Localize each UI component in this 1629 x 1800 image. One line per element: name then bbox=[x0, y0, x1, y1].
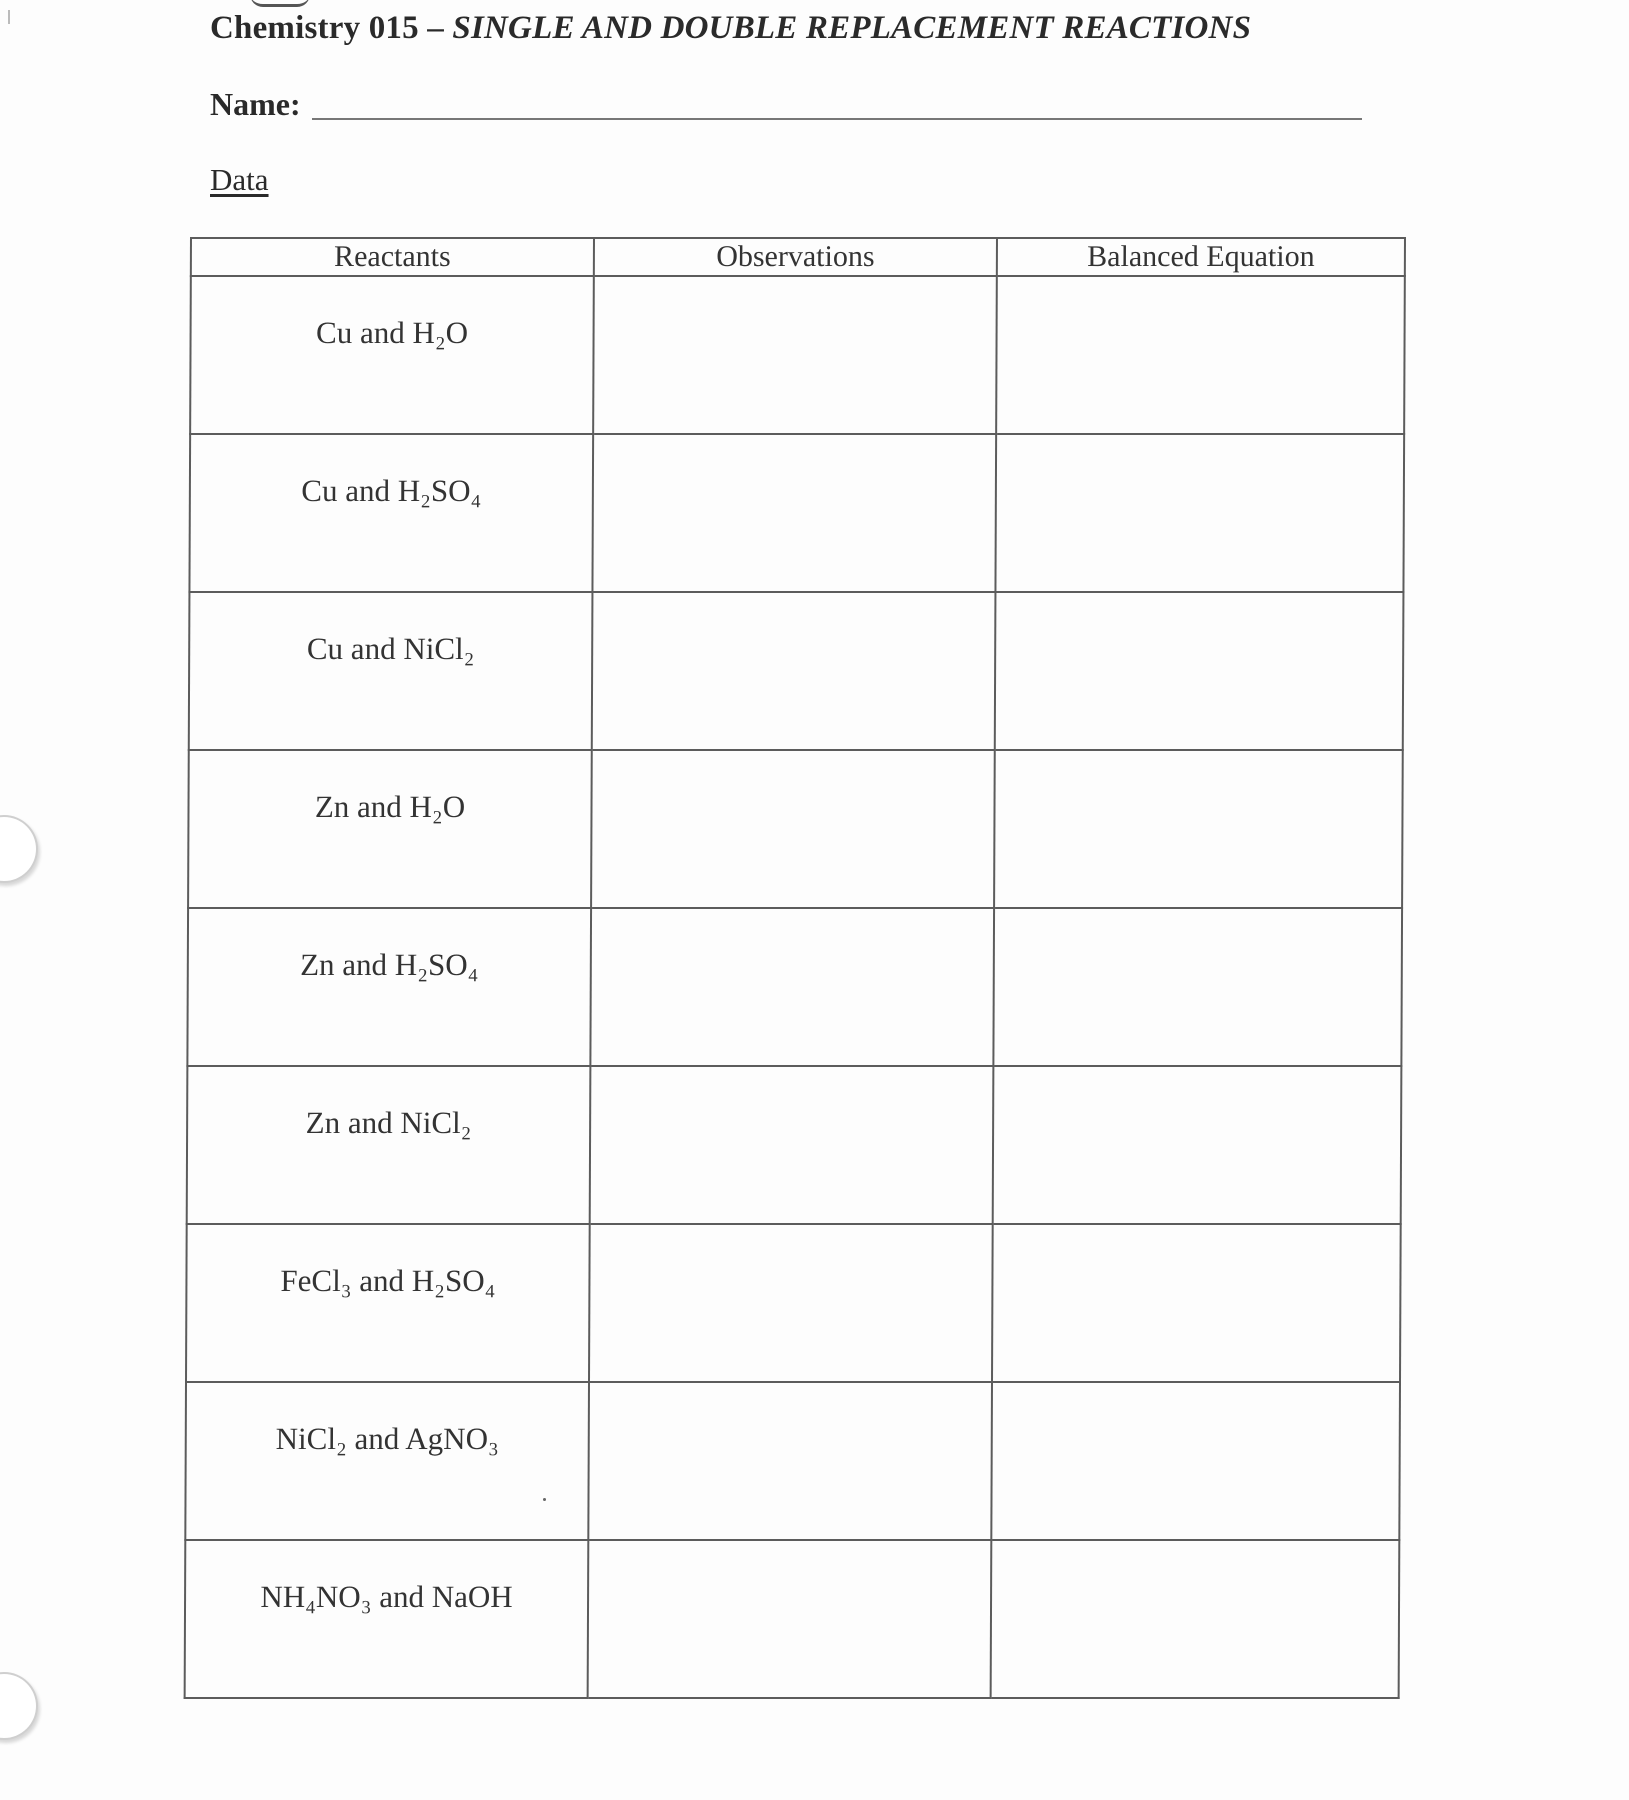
reactants-text: NiCl₂ and AgNO₃ bbox=[275, 1421, 499, 1456]
table-row bbox=[189, 434, 1404, 592]
reactants-cell bbox=[190, 276, 594, 434]
scan-mark bbox=[8, 10, 10, 24]
reactants-text: Cu and H₂O bbox=[315, 315, 469, 350]
name-field[interactable] bbox=[312, 118, 1362, 120]
balanced-equation-cell[interactable] bbox=[996, 276, 1405, 434]
reactants-text: Zn and NiCl₂ bbox=[305, 1105, 472, 1140]
column-header-balanced-equation: Balanced Equation bbox=[997, 238, 1405, 276]
column-header-reactants: Reactants bbox=[191, 238, 594, 276]
observations-cell[interactable] bbox=[591, 750, 995, 908]
column-header-observations: Observations bbox=[594, 238, 997, 276]
table-row bbox=[188, 750, 1403, 908]
observations-cell[interactable] bbox=[593, 276, 997, 434]
observations-cell[interactable] bbox=[588, 1382, 992, 1540]
observations-cell[interactable] bbox=[588, 1540, 992, 1698]
scan-smudge bbox=[250, 0, 310, 7]
page-title bbox=[210, 10, 1251, 47]
binder-hole-icon bbox=[0, 815, 38, 883]
observations-cell[interactable] bbox=[592, 434, 996, 592]
observations-cell[interactable] bbox=[590, 908, 994, 1066]
table-row bbox=[185, 1540, 1400, 1698]
reactants-cell bbox=[188, 750, 592, 908]
scan-speck bbox=[543, 1498, 546, 1501]
reactants-cell bbox=[187, 908, 591, 1066]
balanced-equation-cell[interactable] bbox=[993, 1066, 1402, 1224]
balanced-equation-cell[interactable] bbox=[991, 1382, 1400, 1540]
table-row bbox=[187, 908, 1402, 1066]
reactants-text: FeCl₃ and H₂SO₄ bbox=[280, 1263, 496, 1298]
reactants-cell bbox=[186, 1224, 590, 1382]
reactants-text: Cu and NiCl₂ bbox=[306, 631, 475, 666]
table-row bbox=[189, 592, 1404, 750]
reactants-text: NH₄NO₃ and NaOH bbox=[260, 1579, 513, 1614]
balanced-equation-cell[interactable] bbox=[992, 1224, 1401, 1382]
reactants-cell bbox=[185, 1382, 589, 1540]
section-heading-data: Data bbox=[210, 162, 269, 197]
reactants-text: Cu and H₂SO₄ bbox=[301, 473, 482, 508]
reactants-cell bbox=[185, 1540, 589, 1698]
course-name: Chemistry 015 – bbox=[210, 10, 453, 46]
balanced-equation-cell[interactable] bbox=[995, 592, 1404, 750]
reactants-cell bbox=[189, 592, 593, 750]
balanced-equation-cell[interactable] bbox=[994, 750, 1403, 908]
observations-cell[interactable] bbox=[590, 1066, 994, 1224]
data-table bbox=[184, 237, 1406, 1699]
worksheet-topic: SINGLE AND DOUBLE REPLACEMENT REACTIONS bbox=[452, 10, 1252, 46]
name-label: Name: bbox=[210, 86, 301, 122]
reactants-text: Zn and H₂SO₄ bbox=[300, 947, 479, 982]
reactants-cell bbox=[189, 434, 593, 592]
balanced-equation-cell[interactable] bbox=[995, 434, 1404, 592]
table-header-row bbox=[191, 238, 1405, 276]
balanced-equation-cell[interactable] bbox=[993, 908, 1402, 1066]
observations-cell[interactable] bbox=[589, 1224, 993, 1382]
table-row bbox=[186, 1224, 1401, 1382]
reactants-cell bbox=[187, 1066, 591, 1224]
binder-hole-icon bbox=[0, 1672, 38, 1740]
table-row bbox=[187, 1066, 1402, 1224]
balanced-equation-cell[interactable] bbox=[991, 1540, 1400, 1698]
table-row bbox=[185, 1382, 1400, 1540]
table-row bbox=[190, 276, 1405, 434]
reactants-text: Zn and H₂O bbox=[314, 789, 466, 824]
observations-cell[interactable] bbox=[592, 592, 996, 750]
